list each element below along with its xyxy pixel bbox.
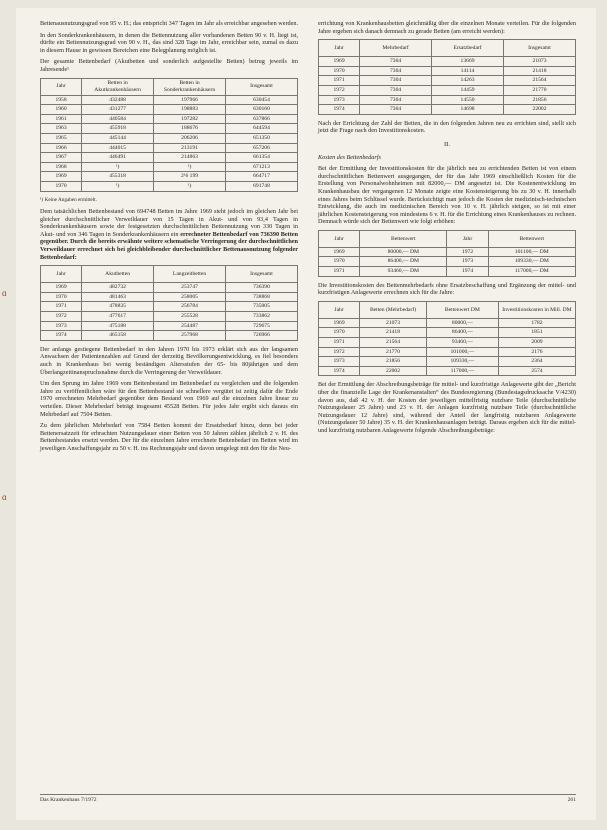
table-cell: 1969: [41, 283, 82, 293]
table-cell: 1961: [41, 114, 82, 124]
table-cell: 117000,—: [426, 366, 498, 376]
table-cell: 664717: [226, 172, 298, 182]
table-header-cell: Investitionskosten in Mill. DM: [498, 301, 575, 318]
table-cell: 258005: [154, 292, 226, 302]
table-cell: 1971: [41, 302, 82, 312]
table-row: [41, 105, 298, 115]
table-cell: 7304: [360, 76, 432, 86]
table-cell: 651350: [226, 133, 298, 143]
table-cell: 2574: [498, 366, 575, 376]
table-cell: ¹): [154, 181, 226, 191]
table-cell: 432488: [82, 95, 154, 105]
table-cell: 101000,—: [426, 347, 498, 357]
table-row: [319, 318, 576, 328]
table-row: [41, 283, 298, 293]
table-cell: 7304: [360, 66, 432, 76]
table-cell: 1966: [41, 143, 82, 153]
table-cell: 21770: [504, 85, 576, 95]
table-cell: 455318: [82, 172, 154, 182]
table-row: [319, 85, 576, 95]
table-cell: ¹): [82, 181, 154, 191]
table-header-cell: Jahr: [319, 40, 360, 57]
table-cell: 1971: [319, 267, 360, 277]
paragraph: Zu dem jährlichen Mehrbedarf von 7584 Betten kommt der Ersatzbedarf hinzu, denn bei jeder Bettenersatzzeit für erbrachten Nutzungsdauer einer Betten von 50 Jahren zählen jährlich 2 v. H. des Bettenbestandes ersetzt werden. Der für die einzelnen Jahre errechnete Bettenbedarf im Betten wird im jeweiligen Anschaffungsjahr zu 50 v. H. ins Rechnungsjahr und davon umgelegt mit den für die Neu-: [40, 422, 298, 452]
table-bed-demand: [40, 265, 298, 341]
left-column: [40, 20, 298, 457]
paragraph: Die Investitionskosten des Bettenmehrbedarfs ohne Ersatzbeschaffung und Ergänzung der mittel- und kurzfristigen Anlagewerte errechnen sich für die Jahre:: [318, 281, 576, 297]
table-row: [41, 153, 298, 163]
highlighted-text: errechneter Bettenbedarf von 736390 Betten gegenüber. Durch die bereits erwähnte weitere schematische Verringerung der durchschnittlichen Verweildauer errechnet sich bei gleichbleibender durchschnittlicher Bettenausnutzung folgender Bettenbedarf:: [40, 230, 298, 261]
table-cell: 1965: [41, 133, 82, 143]
table-cell: 206206: [154, 133, 226, 143]
section-number: II.: [443, 140, 451, 148]
table-cell: 455918: [82, 124, 154, 134]
table-cell: 1970: [41, 292, 82, 302]
paragraph: Bei der Ermittlung der Investitionskosten für die jährlich neu zu errichtenden Betten ist von einem durchschnittlichen Bettenwert ausgegangen, der für das Jahr 1969 einschließlich Kosten für die Erstellung von Personalwohnheimen mit 82000,— DM angesetzt ist. Die Kostenentwicklung im Krankenhausbau der vergangenen 12 Monate zeigte eine Kostensteigerung bis zu 30 v. H. innerhalb eines Jahres beim Schlüssel wurde. Berücksichtigt man jedoch die Kosten der medizinisch-technischen Entwicklung, die auch im medizinischen Bereich von 10 v. H. jährlich steigen, so ist mit einer jährlichen Kostensteigerung von mindestens 6 v. H. für die Errichtung eines Krankenhauses zu rechnen. Demnach würde sich der Bettenwert wie folgt erhöhen:: [318, 165, 576, 226]
table-cell: 22002: [504, 105, 576, 115]
table-row: [41, 114, 298, 124]
table-cell: 1969: [319, 247, 360, 257]
table-header-row: [319, 40, 576, 57]
table-cell: 7304: [360, 95, 432, 105]
table-cell: 2364: [498, 357, 575, 367]
paragraph-text: Dem tatsächlichen Bettenbestand von 694748 Betten im Jahre 1969 steht jedoch im gleichen Jahr bei gleicher durchschnittlicher Verweildauer von 15 Tagen in Akut- und von 93,4 Tagen in Sonderkrankenhäusern sowie der festgesetzten durchschnittlichen Bettennutzung von 330 Tagen in Akut- und von 346 Tagen in Sonderkrankenhäusern ein: [40, 208, 298, 238]
table-header-cell: Akutbetten: [82, 266, 154, 283]
table-cell: 1974: [319, 105, 360, 115]
table-cell: 726966: [226, 331, 298, 341]
table-row: [41, 181, 298, 191]
table-row: [319, 247, 576, 257]
table-row: [41, 143, 298, 153]
table-cell: 1969: [319, 318, 360, 328]
table-row: [41, 302, 298, 312]
table-cell: ¹): [82, 162, 154, 172]
table-cell: 444015: [82, 143, 154, 153]
table-cell: 254487: [154, 321, 226, 331]
table-row: [319, 66, 576, 76]
table-row: [41, 312, 298, 322]
table-cell: 21564: [504, 76, 576, 86]
table-cell: 86400,—: [426, 328, 498, 338]
page-number: 261: [567, 797, 576, 803]
table-header-cell: Insgesamt: [226, 78, 298, 95]
journal-name: Das Krankenhaus 7/1972: [40, 797, 97, 803]
table-cell: 21856: [504, 95, 576, 105]
paragraph: Bettenausnutzungsgrad von 95 v. H.; das entspricht 347 Tagen im Jahr als erreichbar angesehen werden.: [40, 20, 298, 27]
table-header-cell: Jahr: [319, 301, 360, 318]
document-page: [16, 8, 596, 820]
table-cell: 213191: [154, 143, 226, 153]
table-cell: 475188: [82, 321, 154, 331]
table-cell: 1970: [319, 328, 360, 338]
table-cell: 1960: [41, 105, 82, 115]
table-cell: 1851: [498, 328, 575, 338]
table-cell: 445144: [82, 133, 154, 143]
table-cell: 14114: [432, 66, 504, 76]
table-cell: 446491: [82, 153, 154, 163]
table-cell: 482732: [82, 283, 154, 293]
table-cell: 21418: [360, 328, 427, 338]
table-cell: 109330,—: [426, 357, 498, 367]
table-row: [319, 57, 576, 67]
table-cell: 431277: [82, 105, 154, 115]
table-cell: 21073: [360, 318, 427, 328]
table-cell: 1782: [498, 318, 575, 328]
table-cell: 1974: [447, 267, 488, 277]
paragraph: Um den Sprung im Jahre 1969 vom Bettenbestand im Bettenbedarf zu vergleichen und die folgenden Jahre zu veröffentlichen wäre für den Bettenbestand sie schnellere vergütet ist zeitig dafür die Ende 1970 errechneten Mehrbedarf gegenüber dem Bestand von 1969 auf die einzelnen Jahre linear zu verteilen. Dieser Mehrbedarf beträgt insgesamt 45528 Betten. Für jedes Jahr ergibt sich daraus ein Mehrbedarf auf 7504 Betten.: [40, 380, 298, 418]
table-cell: 255528: [154, 312, 226, 322]
table-header-cell: Mehrbedarf: [360, 40, 432, 57]
table-row: [41, 292, 298, 302]
table-investment-costs: [318, 301, 576, 377]
table-cell: 21564: [360, 338, 427, 348]
table-cell: 21770: [360, 347, 427, 357]
table-cell: 1973: [447, 257, 488, 267]
table-header-cell: Jahr: [41, 78, 82, 95]
table-cell: 13669: [432, 57, 504, 67]
table-cell: 21073: [504, 57, 576, 67]
table-cell: 257968: [154, 331, 226, 341]
table-cell: 2176: [498, 347, 575, 357]
table-total-bed-stock: [40, 78, 298, 192]
table-cell: 93460,— DM: [360, 267, 447, 277]
table-cell: 14698: [432, 105, 504, 115]
paragraph: Nach der Errichtung der Zahl der Betten, die in den folgenden Jahren neu zu errichten sind, stellt sich jetzt die Frage nach den Investitionskosten.: [318, 119, 576, 135]
table-cell: 1973: [319, 357, 360, 367]
table-cell: 256784: [154, 302, 226, 312]
table-cell: 1972: [319, 85, 360, 95]
table-cell: 1970: [41, 181, 82, 191]
table-cell: 109330,— DM: [488, 257, 575, 267]
table-cell: 1970: [319, 66, 360, 76]
table-cell: 1972: [319, 347, 360, 357]
table-cell: 440584: [82, 114, 154, 124]
table-cell: 1971: [319, 338, 360, 348]
table-cell: 2009: [498, 338, 575, 348]
table-header-cell: Bettenwert DM: [426, 301, 498, 318]
binder-hole-mark-top: ɑ: [2, 288, 7, 298]
table-cell: 1972: [41, 312, 82, 322]
table-cell: 1968: [41, 162, 82, 172]
table-cell: 630160: [226, 105, 298, 115]
table-row: [41, 133, 298, 143]
table-row: [41, 162, 298, 172]
paragraph: In den Sonderkrankenhäusern, in denen die Bettennutzung aller vorhandenen Betten 90 v. H. liegt ist, dürfte ein Bettennutzungsgrad von 90 v. H., das sind 328 Tage im Jahr, erreichbar sein, zumal es dazu in diesem Hause in gewissen Bereichen eine Belegplanung möglich ist.: [40, 31, 298, 54]
table-row: [319, 338, 576, 348]
table-cell: 1973: [319, 95, 360, 105]
table-cell: 481463: [82, 292, 154, 302]
table-header-cell: Betten (Mehrbedarf): [360, 301, 427, 318]
table-cell: 1967: [41, 153, 82, 163]
table-cell: 7304: [360, 57, 432, 67]
table-cell: 671213: [226, 162, 298, 172]
table-header-cell: Bettenwert: [360, 230, 447, 247]
paragraph: Bei der Ermittlung der Abschreibungsbeträge für mittel- und kurzfristige Anlagewerte gibt der „Bericht über die finanzielle Lage der Krankenanstalten“ des Bundesregierung (Bundestagsdrucksache V/4230) davon aus, daß 42 v. H. der Kosten der jeweiligen mittelfristig nutzbare Teile (durchschnittliche Nutzungsdauer 25 Jahre) und 23 v. H. der Anlagen kurzfristig nutzbare Teile (durchschnittliche Nutzungsdauer 12 Jahre) sind, während der Anteil der langfristig nutzbaren Anlagewerte (Nutzungsdauer 50 Jahre) 35 v. H. der Krankenhausanlagen beträgt. Daraus ergeben sich für die mittel- und kurzfristig nutzbaren Anlagewerte folgende Abschreibungsbeträge:: [318, 381, 576, 434]
table-cell: 729675: [226, 321, 298, 331]
table-header-cell: Bettenwert: [488, 230, 575, 247]
table-cell: 253747: [154, 283, 226, 293]
section-title: Kosten des Bettenbedarfs: [318, 153, 381, 161]
page-footer: [40, 794, 576, 803]
table-cell: 661354: [226, 153, 298, 163]
table-cell: 1973: [41, 321, 82, 331]
footnote: ¹) Keine Angaben ermittelt.: [40, 196, 97, 203]
table-row: [319, 328, 576, 338]
table-cell: 80000,—: [426, 318, 498, 328]
table-cell: 214863: [154, 153, 226, 163]
paragraph: [40, 208, 298, 261]
table-cell: 21856: [360, 357, 427, 367]
table-header-cell: Langzeitbetten: [154, 266, 226, 283]
paragraph: Der gesamte Bettenbedarf (Akutbetten und sonderlich aufgestellte Betten) betrug jeweils im Jahresende¹: [40, 58, 298, 73]
table-cell: 2¹6 199: [154, 172, 226, 182]
table-header-cell: Jahr: [447, 230, 488, 247]
paragraph: errichtung von Krankenhausbetten gleichmäßig über die einzelnen Monate verteilen. Für die folgenden Jahre ergeben sich danach demnach zu gerade Betten (am erreicht werden):: [318, 20, 576, 35]
table-cell: 657206: [226, 143, 298, 153]
table-cell: 1974: [319, 366, 360, 376]
table-cell: 630454: [226, 95, 298, 105]
table-cell: 197282: [154, 114, 226, 124]
table-cell: 478835: [82, 302, 154, 312]
table-row: [41, 321, 298, 331]
table-cell: 86400,— DM: [360, 257, 447, 267]
table-cell: 7304: [360, 85, 432, 95]
paragraph: Der anfangs gestiegene Bettenbedarf in den Jahren 1970 bis 1973 erklärt sich aus der langsamen Anwachsen der Patientenzahlen auf Grund der derzeitig Bevölkerungsentwicklung, es fiel besonders auch in Krankenhaus bei wenig beständigen Altersstufen der 65- bis 80jährigen und dem Überlangzeitinanspruchsnahme durch die Verringerung der Verweildauer.: [40, 345, 298, 376]
table-row: [319, 366, 576, 376]
table-cell: 7304: [360, 105, 432, 115]
table-cell: 14459: [432, 85, 504, 95]
table-cell: 1972: [447, 247, 488, 257]
table-cell: 1969: [41, 172, 82, 182]
table-cell: 14263: [432, 76, 504, 86]
table-header-cell: Jahr: [41, 266, 82, 283]
table-header-row: [41, 78, 298, 95]
table-cell: 735005: [226, 302, 298, 312]
table-row: [41, 124, 298, 134]
table-header-cell: Ersatzbedarf: [432, 40, 504, 57]
table-header-row: [319, 301, 576, 318]
table-cell: 691748: [226, 181, 298, 191]
table-cell: 736390: [226, 283, 298, 293]
table-cell: 93460,—: [426, 338, 498, 348]
table-row: [41, 331, 298, 341]
table-cell: 198883: [154, 105, 226, 115]
table-cell: 637866: [226, 114, 298, 124]
binder-hole-mark-bottom: ɑ: [2, 492, 7, 502]
table-cell: 14550: [432, 95, 504, 105]
table-cell: 101100,— DM: [488, 247, 575, 257]
table-row: [319, 267, 576, 277]
table-header-cell: Betten in Sonderkrankenhäusern: [154, 78, 226, 95]
table-row: [319, 105, 576, 115]
table-cell: 1963: [41, 124, 82, 134]
table-cell: 80000,— DM: [360, 247, 447, 257]
table-row: [319, 257, 576, 267]
table-row: [319, 76, 576, 86]
table-cell: 1969: [319, 57, 360, 67]
table-cell: 644594: [226, 124, 298, 134]
table-cell: 1971: [319, 76, 360, 86]
table-header-row: [41, 266, 298, 283]
table-cell: 22002: [360, 366, 427, 376]
table-cell: 1974: [41, 331, 82, 341]
table-row: [41, 172, 298, 182]
table-row: [319, 357, 576, 367]
table-cell: 733862: [226, 312, 298, 322]
table-header-cell: Jahr: [319, 230, 360, 247]
table-bed-value: [318, 230, 576, 277]
table-row: [41, 95, 298, 105]
table-cell: ¹): [154, 162, 226, 172]
table-header-cell: Insgesamt: [504, 40, 576, 57]
table-cell: 21418: [504, 66, 576, 76]
table-header-cell: Betten in Akutkrankenhäusern: [82, 78, 154, 95]
table-header-row: [319, 230, 576, 247]
table-cell: 117000,— DM: [488, 267, 575, 277]
table-cell: 1958: [41, 95, 82, 105]
table-cell: 465158: [82, 331, 154, 341]
table-row: [319, 95, 576, 105]
table-cell: 188676: [154, 124, 226, 134]
table-additional-demand: [318, 39, 576, 115]
table-row: [319, 347, 576, 357]
table-cell: 477617: [82, 312, 154, 322]
table-header-cell: Insgesamt: [226, 266, 298, 283]
table-cell: 197966: [154, 95, 226, 105]
table-cell: 1970: [319, 257, 360, 267]
right-column: [318, 20, 576, 439]
table-cell: 738868: [226, 292, 298, 302]
